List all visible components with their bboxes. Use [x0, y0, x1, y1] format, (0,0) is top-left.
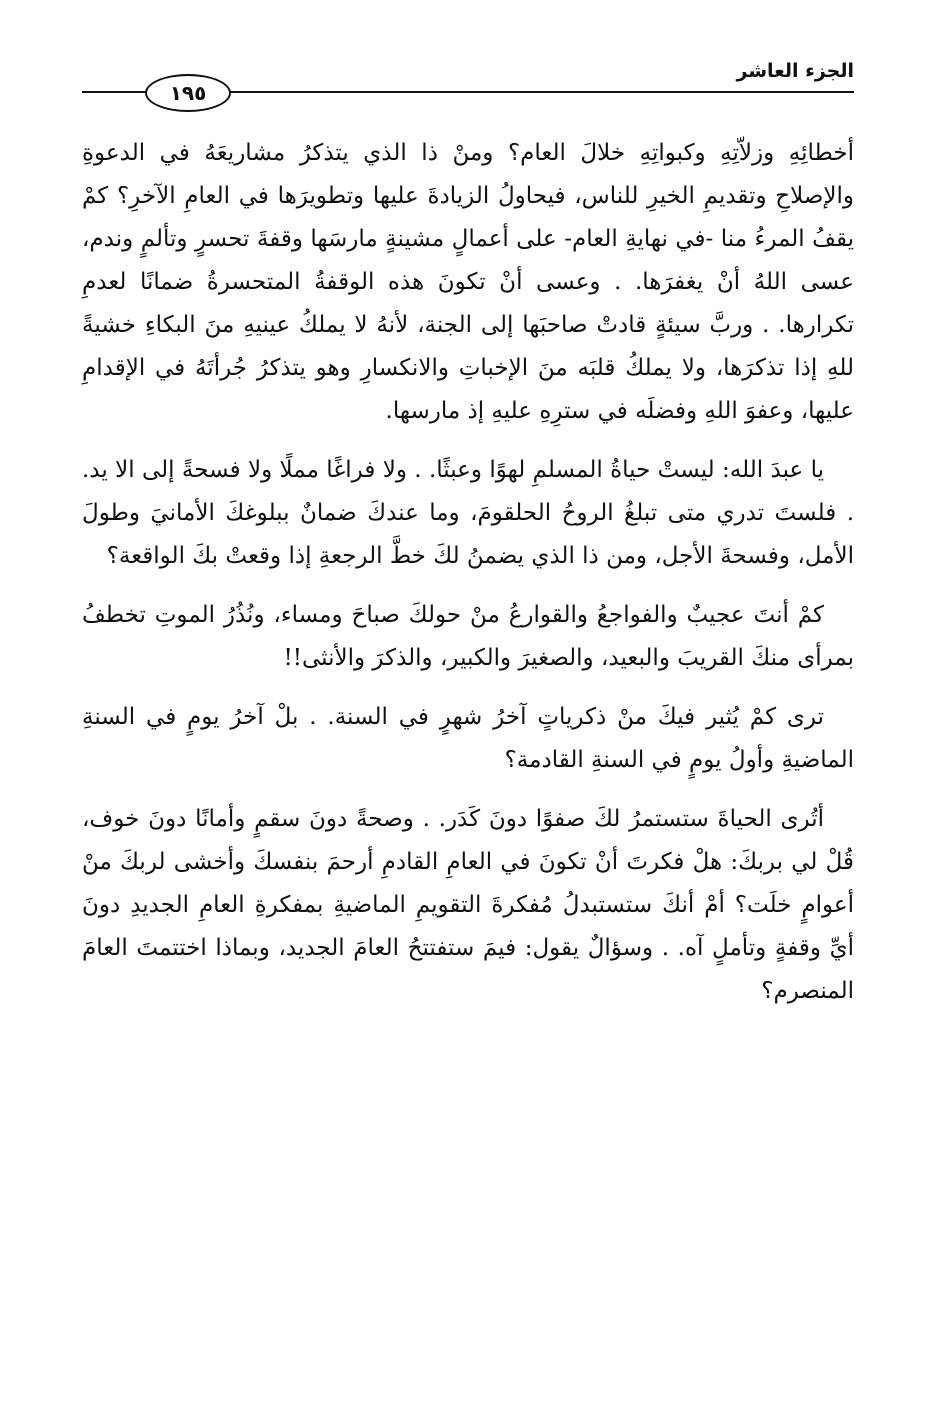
- page-number: ١٩٥: [145, 74, 231, 112]
- body-text: [82, 132, 854, 1029]
- paragraph-1: أخطائِهِ وزلاّتِهِ وكبواتِهِ خلالَ العام؟ ومنْ ذا الذي يتذكرُ مشاريعَهُ في الدعوةِ والإصلاحِ وتقديمِ الخيرِ للناس، فيحاولُ الزيادةَ عليها وتطويرَها في العامِ الآخرِ؟ كمْ يقفُ المرءُ منا -في نهايةِ العام- على أعمالٍ مشينةٍ مارسَها وقفةَ تحسرٍ وتألمٍ وندم، عسى اللهُ أنْ يغفرَها. . وعسى أنْ تكونَ هذه الوقفةُ المتحسرةُ ضمانًا لعدمِ تكرارها. . وربَّ سيئةٍ قادتْ صاحبَها إلى الجنة، لأنهُ لا يملكُ عينيهِ منَ البكاءِ خشيةً للهِ إذا تذكرَها، ولا يملكُ قلبَه منَ الإخباتِ والانكسارِ وهو يتذكرُ جُرأتَهُ في الإقدامِ عليها، وعفوَ اللهِ وفضلَه في سترِهِ عليهِ إذ مارسها.: [82, 140, 854, 424]
- running-head: الجزء العاشر: [736, 60, 854, 82]
- paragraph-2: يا عبدَ الله: ليستْ حياةُ المسلمِ لهوًا وعبثًا. . ولا فراغًا مملًا ولا فسحةً إلى الا يد. . فلستَ تدري متى تبلغُ الروحُ الحلقومَ، وما عندكَ ضمانٌ ببلوغكَ الأمانيَ وطولَ الأمل، وفسحةَ الأجل، ومن ذا الذي يضمنُ لكَ خطَّ الرجعةِ إذا وقعتْ بكَ الواقعة؟: [82, 457, 854, 569]
- paragraph-5: أتُرى الحياةَ ستستمرُ لكَ صفوًا دونَ كَدَر. . وصحةً دونَ سقمٍ وأمانًا دونَ خوف، قُلْ لي بربكَ: هلْ فكرتَ أنْ تكونَ في العامِ القادمِ أرحمَ بنفسكَ وأخشى لربكَ منْ أعوامٍ خلَت؟ أمْ أنكَ ستستبدلُ مُفكرةَ التقويمِ الماضيةِ بمفكرةِ العامِ الجديدِ دونَ أيِّ وقفةٍ وتأملٍ آه. . وسؤالٌ يقول: فيمَ ستفتتحُ العامَ الجديد، وبماذا اختتمتَ العامَ المنصرم؟: [82, 806, 854, 1004]
- paragraph-4: ترى كمْ يُثير فيكَ منْ ذكرياتٍ آخرُ شهرٍ في السنة. . بلْ آخرُ يومٍ في السنةِ الماضيةِ وأولُ يومٍ في السنةِ القادمة؟: [82, 704, 854, 773]
- page-header: [82, 60, 854, 120]
- paragraph-3: كمْ أنتَ عجيبٌ والفواجعُ والقوارعُ منْ حولكَ صباحَ ومساء، ونُذُرُ الموتِ تخطفُ بمرأى منكَ القريبَ والبعيد، والصغيرَ والكبير، والذكرَ والأنثى!!: [82, 602, 854, 671]
